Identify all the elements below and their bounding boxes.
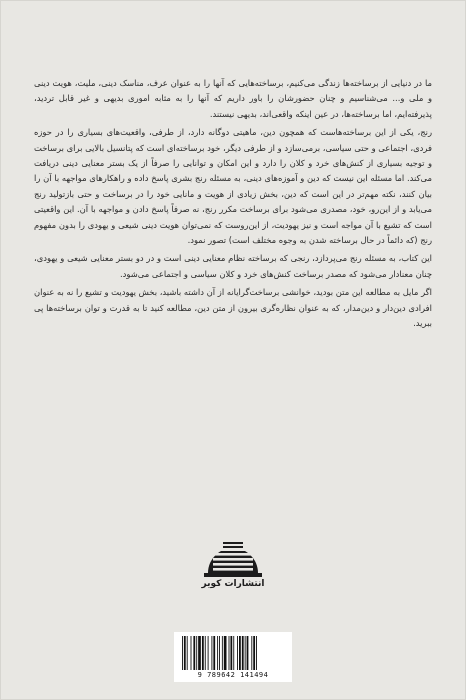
- barcode-bar: [198, 636, 201, 670]
- barcode-bar: [253, 636, 255, 670]
- blurb-paragraph-1: ما در دنیایی از برساخته‌ها زندگی می‌کنیم، برساخته‌هایی که آنها را به عنوان عرف، مناسک دینی، ملیت، هویت دینی و ملی و... می‌شناسیم و چنان حضورشان را باور داریم که آنها را به مثابه اموری بدیهی و غیر قابل تردید، پذیرفته‌ایم، اما برساخته‌ها، در عین اینکه واقعی‌اند، بدیهی نیستند.: [34, 78, 432, 119]
- barcode-bar: [233, 636, 234, 670]
- isbn-barcode: [174, 632, 292, 682]
- barcode-bar: [239, 636, 241, 670]
- barcode-bar: [251, 636, 252, 670]
- blurb-paragraph-4: اگر مایل به مطالعه این متن بودید، خوانشی برساخت‌گرایانه از آن داشته باشید، بخش یهودیت و تشیع را نه به عنوان افرادی دین‌دار و دین‌مدار، که به عنوان نظاره‌گری بیرون از متن دین، مطالعه کنید تا به قدرت و توان برساخته‌ها پی ببرید.: [34, 287, 432, 329]
- barcode-number: 9 789642 141494: [197, 671, 269, 679]
- barcode-bar: [219, 636, 220, 670]
- barcode-bar: [224, 636, 227, 670]
- barcode-bar: [229, 636, 230, 670]
- barcode-bar: [193, 636, 195, 670]
- barcode-bar: [202, 636, 204, 670]
- barcode-bar: [242, 636, 244, 670]
- barcode-bar: [247, 636, 249, 670]
- barcode-bar: [230, 636, 232, 670]
- publisher-name: انتشارات کویر: [201, 579, 265, 589]
- barcode-bar: [222, 636, 223, 670]
- blurb-paragraph-2: رنج، یکی از این برساخته‌هاست که همچون دین، ماهیتی دوگانه دارد، از طرفی، واقعیت‌های بسیاری را در حوزه فردی، اجتماعی و حتی سیاسی، برمی‌سازد و از طرفی دیگر، خود برساخته‌ای است که پتانسیل بالایی برای برساخت و توجیه بسیاری از کنش‌های خرد و کلان را دارد و این امکان و توانایی را صرفاً از یک بستر معنایی دینی دریافت می‌کند. اما مسئله این نیست که دین و آموزه‌های دینی، به مسئله رنج بشری پاسخ داده و راهکارهای مواجهه با آن را بیان کنند، نکته مهم‌تر در این است که دین، بخش زیادی از هویت و مانایی خود را در برساخت و حتی بازتولید رنج می‌یابد و از این‌رو، خود، مصدری می‌شود برای برساخت مکرر رنج، نه صرفاً پاسخ دادن و مواجهه با آن. این واقعیتی است که تشیع با آن مواجه است و نیز یهودیت، از این‌روست که نمی‌توان هویت دینی شیعی و یهودی را بدون مفهوم رنج (که دائماً در حال برساخته شدن به وجوه مختلف است) تصور نمود.: [34, 127, 432, 246]
- blurb-paragraph-3: این کتاب، به مسئله رنج می‌پردازد، رنجی که برساخته نظام معنایی دینی است و در دو بستر معنایی شیعی و یهودی، چنان معنادار می‌شود که مصدر برساخت کنش‌های خرد و کلان سیاسی و اجتماعی می‌شود.: [34, 253, 432, 279]
- barcode-bar: [211, 636, 212, 670]
- barcode-bar: [208, 636, 209, 670]
- barcode-bar: [182, 636, 183, 670]
- barcode-bar: [191, 636, 192, 670]
- publisher-logo: [189, 527, 277, 599]
- barcode-bar: [205, 636, 206, 670]
- publisher-emblem-icon: [204, 527, 262, 577]
- barcode-bar: [217, 636, 218, 670]
- barcode-bars: [180, 636, 286, 670]
- barcode-bar: [184, 636, 186, 670]
- barcode-bar: [187, 636, 188, 670]
- barcode-bar: [196, 636, 197, 670]
- blurb-text: [34, 76, 432, 335]
- barcode-bar: [256, 636, 257, 670]
- barcode-bar: [213, 636, 215, 670]
- barcode-bar: [237, 636, 238, 670]
- barcode-bar: [245, 636, 246, 670]
